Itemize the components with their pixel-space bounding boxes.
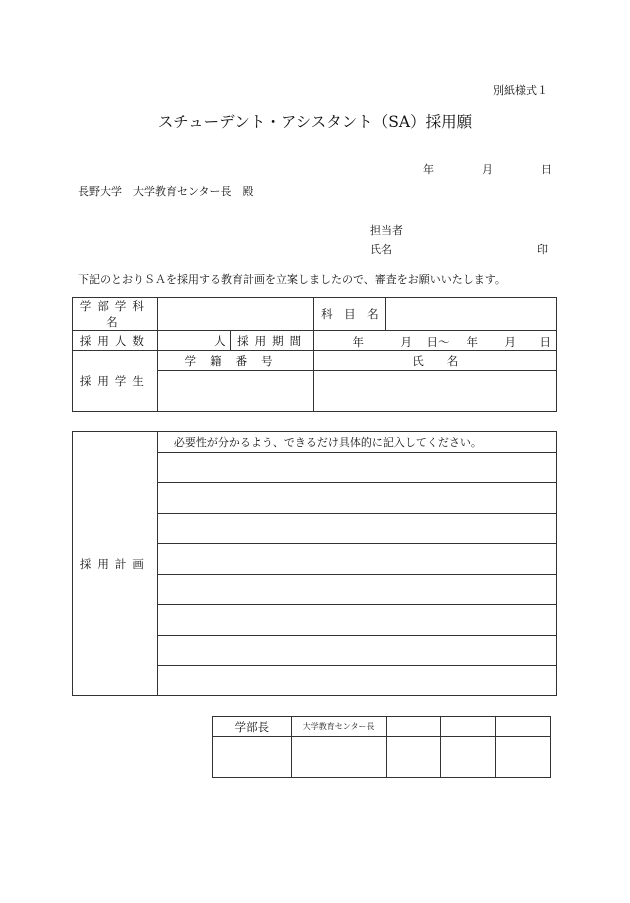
plan-line[interactable] (157, 514, 556, 544)
num-hired-field[interactable] (157, 331, 230, 351)
approval-seal-box[interactable] (496, 737, 551, 778)
person-in-charge-label: 担当者 (370, 224, 403, 237)
date-day: 日 (541, 163, 552, 176)
department-field[interactable] (157, 298, 314, 331)
period-field[interactable] (314, 331, 557, 351)
approval-seal-box[interactable] (441, 737, 496, 778)
director-seal-box[interactable] (291, 737, 386, 778)
plan-table (72, 431, 557, 696)
plan-line[interactable] (157, 575, 556, 605)
name-label: 氏名 (370, 243, 392, 256)
info-table (72, 297, 557, 412)
plan-instruction: 必要性が分かるよう、できるだけ具体的に記入してください。 (157, 432, 556, 453)
addressee: 長野大学 大学教育センター長 殿 (78, 185, 254, 198)
student-id-header: 学籍番号 (157, 351, 314, 371)
approval-header-cell (441, 717, 496, 737)
dean-seal-box[interactable] (213, 737, 292, 778)
period-end-day: 日 (539, 334, 551, 349)
seal-mark: 印 (537, 243, 548, 256)
period-end-month: 月 (504, 334, 516, 349)
student-id-field[interactable] (157, 371, 314, 412)
subject-field[interactable] (386, 298, 557, 331)
plan-label: 採用計画 (73, 432, 158, 696)
plan-line[interactable] (157, 453, 556, 483)
num-hired-label: 採用人数 (73, 331, 158, 351)
director-label: 大学教育センター長 (291, 717, 386, 737)
approval-header-cell (496, 717, 551, 737)
date-year: 年 (423, 163, 434, 176)
date-month: 月 (482, 163, 493, 176)
plan-line[interactable] (157, 666, 556, 696)
subject-label: 科 目 名 (314, 298, 386, 331)
dean-label: 学部長 (213, 717, 292, 737)
people-unit: 人 (214, 333, 226, 348)
period-start-day: 日〜 (426, 334, 450, 349)
approval-table (212, 716, 551, 778)
period-end-year: 年 (466, 334, 478, 349)
students-label: 採用学生 (73, 351, 158, 412)
student-name-header: 氏 名 (314, 351, 557, 371)
form-number: 別紙様式１ (493, 84, 548, 97)
approval-header-cell (386, 717, 441, 737)
plan-line[interactable] (157, 636, 556, 666)
period-label: 採用期間 (230, 331, 314, 351)
period-start-month: 月 (400, 334, 412, 349)
form-title: スチューデント・アシスタント（SA）採用願 (157, 113, 473, 131)
plan-line[interactable] (157, 483, 556, 514)
student-name-field[interactable] (314, 371, 557, 412)
intro-text: 下記のとおりＳＡを採用する教育計画を立案しましたので、審査をお願いいたします。 (78, 273, 506, 286)
plan-line[interactable] (157, 605, 556, 636)
plan-line[interactable] (157, 544, 556, 575)
period-start-year: 年 (352, 334, 364, 349)
approval-seal-box[interactable] (386, 737, 441, 778)
department-label: 学部学科名 (73, 298, 158, 331)
